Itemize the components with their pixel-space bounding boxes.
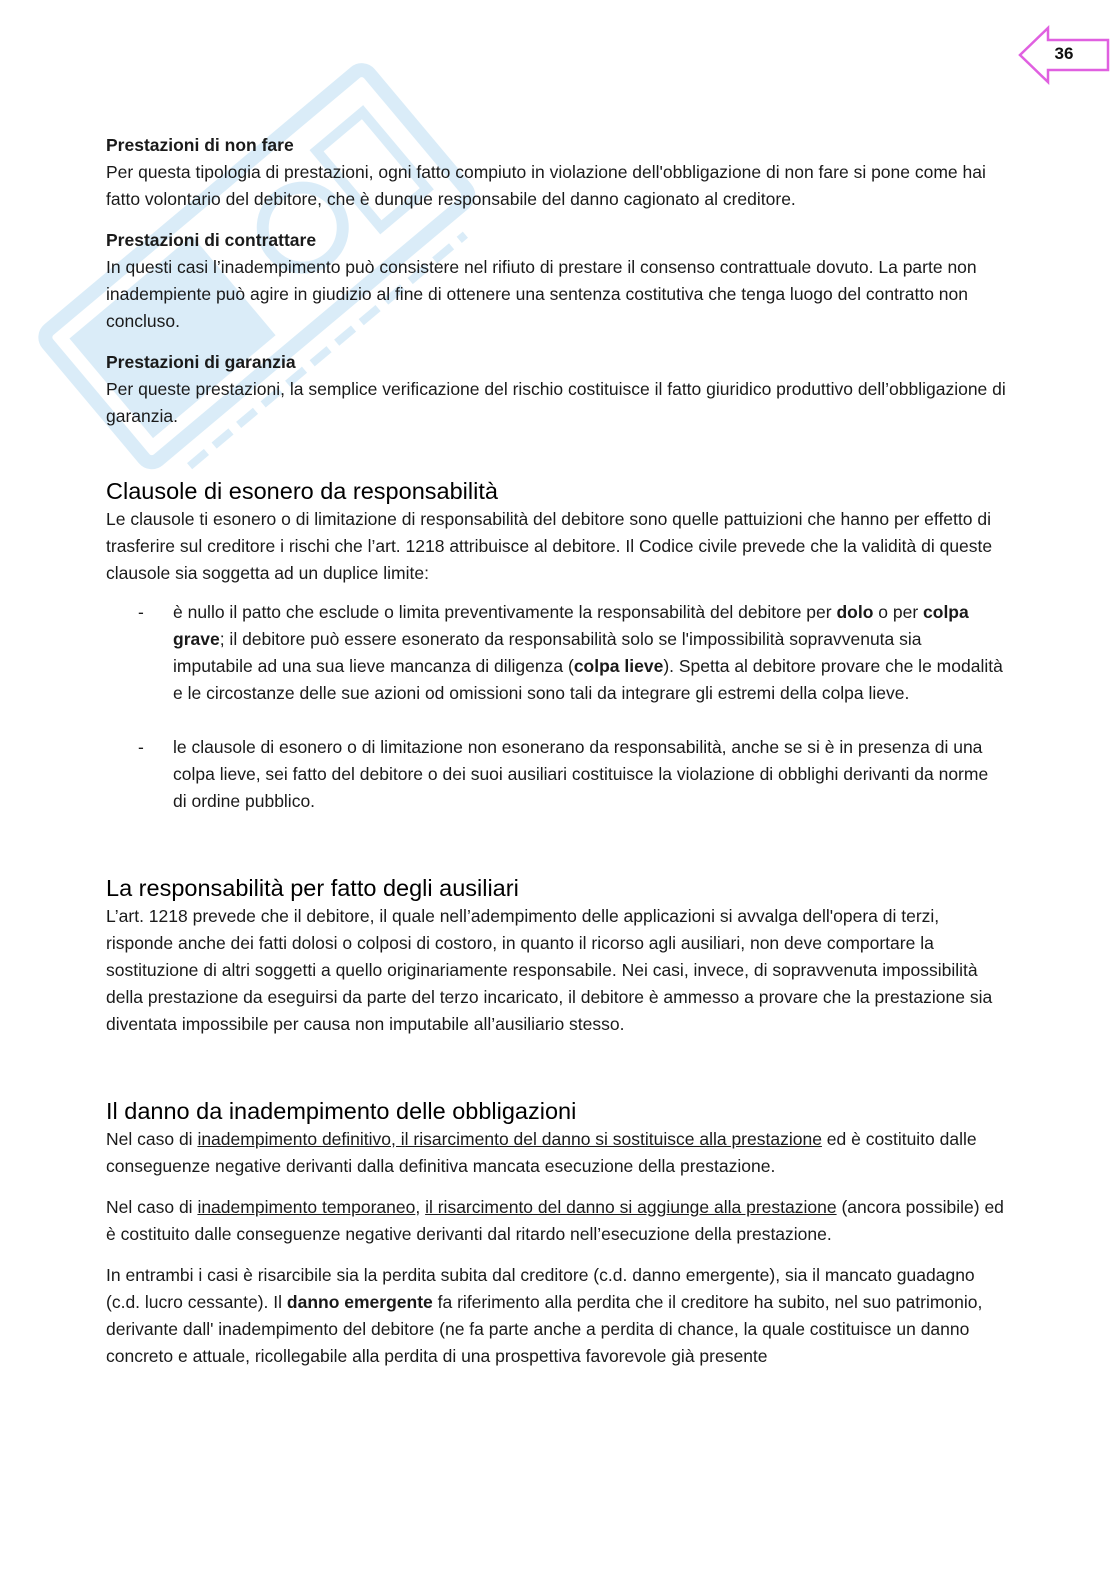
section-garanzia — [106, 349, 1006, 430]
section-heading: La responsabilità per fatto degli ausiliari — [106, 875, 519, 901]
page-number: 36 — [1054, 44, 1074, 63]
bold-term: danno emergente — [286, 1292, 433, 1312]
section-heading: Il danno da inadempimento delle obbligazioni — [106, 1098, 577, 1124]
section-non-fare — [106, 132, 1006, 213]
bullet-list — [106, 599, 1006, 815]
paragraph: L’art. 1218 prevede che il debitore, il quale nell’adempimento delle applicazioni si avvalga dell'opera di terzi, risponde anche dei fatti dolosi o colposi di costoro, in quanto il ricorso agli ausiliari, non deve comportare la sostituzione di altri soggetti a quello originariamente responsabile. Nei casi, invece, di sopravvenuta impossibilità della prestazione da eseguirsi da parte del terzo incaricato, il debitore è ammesso a provare che la prestazione sia diventata impossibile per causa non imputabile all’ausiliario stesso. — [106, 906, 993, 1034]
subheading: Prestazioni di contrattare — [106, 230, 317, 250]
underlined-text: inadempimento temporaneo — [197, 1197, 416, 1217]
paragraph: Le clausole ti esonero o di limitazione di responsabilità del debitore sono quelle pattuizioni che hanno per effetto di trasferire sul creditore i rischi che l’art. 1218 attribuisce al debitore. Il Codice civile prevede che la validità di queste clausole sia soggetta ad un duplice limite: — [106, 509, 993, 583]
underlined-text: inadempimento definitivo, il risarcimento del danno si sostituisce alla prestazione — [197, 1129, 822, 1149]
dash-bullet: - — [138, 737, 144, 757]
paragraph: Per questa tipologia di prestazioni, ogni fatto compiuto in violazione dell'obbligazione di non fare si pone come hai fatto volontario del debitore, che è dunque responsabile del danno cagionato al creditore. — [106, 162, 986, 209]
dash-bullet: - — [138, 602, 144, 622]
paragraph: In entrambi i casi è risarcibile sia la perdita subita dal creditore (c.d. danno emergente), sia il mancato guadagno (c.d. lucro cessante). Il danno emergente fa riferimento alla perdita che il creditore ha subito, nel suo patrimonio, derivante dall' inadempimento del debitore (ne fa parte anche a perdita di chance, la quale costituisce un danno concreto e attuale, ricollegabile alla perdita di una prospettiva favorevole già presente — [106, 1265, 983, 1366]
paragraph: Nel caso di inadempimento temporaneo, il risarcimento del danno si aggiunge alla prestazione (ancora possibile) ed è costituito dalle conseguenze negative derivanti dal ritardo nell’esecuzione della prestazione. — [106, 1197, 1004, 1244]
paragraph: In questi casi l’inadempimento può consistere nel rifiuto di prestare il consenso contrattuale dovuto. La parte non inadempiente può agire in giudizio al fine di ottenere una sentenza costitutiva che tenga luogo del contratto non concluso. — [106, 257, 977, 331]
document-body — [106, 132, 1006, 1370]
underlined-text: il risarcimento del danno si aggiunge alla prestazione — [425, 1197, 837, 1217]
subheading: Prestazioni di garanzia — [106, 352, 296, 372]
paragraph: Nel caso di inadempimento definitivo, il risarcimento del danno si sostituisce alla prestazione ed è costituito dalle conseguenze negative derivanti dalla definitiva mancata esecuzione della prestazione. — [106, 1129, 977, 1176]
section-clausole — [106, 476, 1006, 815]
bold-term: dolo — [836, 602, 874, 622]
bold-term: colpa grave — [173, 602, 969, 649]
section-danno — [106, 1096, 1006, 1370]
section-contrattare — [106, 227, 1006, 335]
section-ausiliari — [106, 873, 1006, 1038]
paragraph: Per queste prestazioni, la semplice verificazione del rischio costituisce il fatto giuridico produttivo dell’obbligazione di garanzia. — [106, 379, 1006, 426]
list-item: - è nullo il patto che esclude o limita preventivamente la responsabilità del debitore per dolo o per colpa grave; il debitore può essere esonerato da responsabilità solo se l'impossibilità sopravvenuta sia imputabile ad una sua lieve mancanza di diligenza (colpa lieve). Spetta al debitore provare che le modalità e le circostanze delle sue azioni od omissioni sono tali da integrare gli estremi della colpa lieve. — [106, 599, 1006, 707]
list-item: - le clausole di esonero o di limitazione non esonerano da responsabilità, anche se si è in presenza di una colpa lieve, sei fatto del debitore o dei suoi ausiliari costituisce la violazione di obblighi derivanti da norme di ordine pubblico. — [106, 734, 1006, 815]
section-heading: Clausole di esonero da responsabilità — [106, 478, 498, 504]
bold-term: colpa lieve — [573, 656, 664, 676]
subheading: Prestazioni di non fare — [106, 135, 294, 155]
